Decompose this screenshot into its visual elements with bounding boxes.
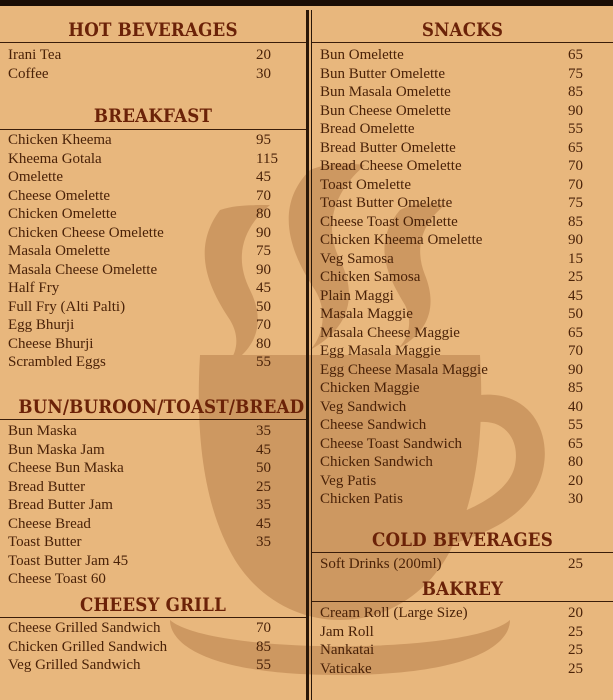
menu-item-name: Bun Butter Omelette: [320, 65, 445, 82]
menu-item-price: 90: [256, 261, 271, 278]
menu-item-price: 45: [256, 515, 271, 532]
menu-item-price: 90: [568, 102, 583, 119]
menu-item-name: Cream Roll (Large Size): [320, 605, 468, 621]
menu-item: [320, 604, 613, 623]
menu-item-name: Bread Butter: [8, 478, 86, 495]
menu-item: [320, 398, 613, 417]
menu-item-price: 35: [256, 497, 271, 513]
menu-item-name: Toast Butter: [8, 534, 82, 550]
menu-item: [8, 316, 306, 335]
section-heading: SNACKS: [421, 19, 504, 41]
menu-item-name: Veg Samosa: [320, 250, 394, 267]
menu-item-name: Masala Omelette: [8, 243, 111, 259]
menu-item-name: Cheese Bread: [8, 515, 91, 532]
section-heading: COLD BEVERAGES: [372, 529, 553, 551]
menu-item-name: Half Fry: [8, 280, 60, 296]
section-rule: [312, 552, 613, 553]
menu-item-name: Vaticake: [320, 660, 372, 677]
section-rule: [312, 42, 613, 43]
menu-item-price: 45: [256, 441, 271, 458]
menu-item-price: 80: [256, 206, 271, 222]
column-divider: [306, 10, 309, 700]
menu-item: [320, 416, 613, 435]
menu-item-name: Toast Butter Omelette: [320, 195, 453, 211]
menu-item-price: 75: [568, 195, 583, 211]
menu-item-name: Masala Maggie: [320, 306, 413, 322]
menu-item-name: Full Fry (Alti Palti): [8, 298, 126, 315]
menu-item: [320, 361, 613, 380]
menu-item: [8, 570, 306, 589]
menu-item-name: Chicken Sandwich: [320, 454, 433, 470]
menu-item: [8, 459, 306, 478]
section-rule: [0, 42, 306, 43]
menu-item-name: Plain Maggi: [320, 287, 394, 304]
menu-item-price: 85: [568, 213, 583, 230]
menu-item-name: Toast Butter Jam 45: [8, 552, 129, 569]
menu-item-price: 65: [568, 139, 583, 156]
menu-item-price: 65: [568, 435, 583, 452]
menu-item-price: 25: [568, 269, 583, 285]
menu-item: [8, 131, 306, 150]
menu-item: [320, 453, 613, 472]
menu-item-name: Cheese Toast 60: [8, 571, 106, 587]
menu-item-price: 35: [256, 534, 271, 550]
menu-item-name: Soft Drinks (200ml): [320, 556, 442, 572]
menu-item: [8, 150, 306, 169]
menu-item-name: Coffee: [8, 65, 49, 82]
menu-item: [8, 638, 306, 657]
menu-item-name: Chicken Kheema Omelette: [320, 232, 483, 248]
menu-item-price: 90: [256, 224, 271, 241]
menu-item-name: Cheese Toast Omelette: [320, 213, 458, 230]
menu-item-price: 70: [256, 620, 271, 636]
menu-item-price: 20: [256, 47, 271, 63]
menu-item-name: Jam Roll: [320, 623, 374, 640]
menu-item-price: 70: [256, 317, 271, 333]
menu-item-name: Cheese Sandwich: [320, 417, 427, 433]
menu-item: [8, 261, 306, 280]
menu-item-name: Bun Cheese Omelette: [320, 102, 451, 119]
menu-item-price: 25: [568, 642, 583, 658]
menu-item-name: Bun Masala Omelette: [320, 84, 451, 100]
menu-item-name: Bun Maska: [8, 423, 77, 439]
menu-item-name: Egg Cheese Masala Maggie: [320, 361, 488, 378]
menu-item-price: 55: [568, 417, 583, 433]
menu-item: [320, 268, 613, 287]
menu-item-price: 55: [256, 354, 271, 370]
menu-item-name: Omelette: [8, 169, 63, 185]
menu-item: [320, 379, 613, 398]
menu-item: [320, 194, 613, 213]
menu-item: [8, 205, 306, 224]
menu-item-name: Chicken Patis: [320, 491, 403, 507]
menu-item: [320, 157, 613, 176]
menu-item-name: Bun Maska Jam: [8, 441, 105, 458]
menu-item-price: 70: [568, 158, 583, 174]
section-heading: BREAKFAST: [93, 105, 213, 127]
menu-item: [320, 46, 613, 65]
menu-item: [320, 176, 613, 195]
menu-item: [320, 324, 613, 343]
menu-item: [8, 478, 306, 497]
menu-item-price: 40: [568, 398, 583, 415]
menu-item-price: 55: [568, 121, 583, 137]
menu-item-price: 25: [568, 660, 583, 677]
menu-item: [8, 422, 306, 441]
menu-item: [320, 139, 613, 158]
menu-item-name: Scrambled Eggs: [8, 354, 106, 370]
menu-item-name: Chicken Kheema: [8, 132, 112, 148]
menu-item: [320, 342, 613, 361]
menu-item-price: 35: [256, 423, 271, 439]
menu-item: [8, 224, 306, 243]
menu-item: [8, 279, 306, 298]
menu-item: [8, 496, 306, 515]
menu-item: [320, 120, 613, 139]
menu-item-price: 50: [256, 298, 271, 315]
menu-item-price: 50: [568, 306, 583, 322]
section-heading: BUN/BUROON/TOAST/BREAD: [18, 396, 305, 418]
menu-item-price: 30: [568, 491, 583, 507]
menu-item-name: Cheese Grilled Sandwich: [8, 620, 161, 636]
menu-item-name: Chicken Samosa: [320, 269, 421, 285]
section-heading: CHEESY GRILL: [79, 594, 227, 616]
menu-item: [320, 83, 613, 102]
menu-item: [8, 298, 306, 317]
menu-item-price: 75: [256, 243, 271, 259]
menu-item: [8, 533, 306, 552]
menu-item: [320, 231, 613, 250]
menu-item: [8, 619, 306, 638]
menu-item-price: 25: [568, 623, 583, 640]
menu-item-name: Cheese Bhurji: [8, 335, 94, 352]
menu-item: [320, 250, 613, 269]
menu-item-price: 70: [568, 343, 583, 359]
menu-item-name: Chicken Omelette: [8, 206, 117, 222]
menu-item-name: Cheese Bun Maska: [8, 460, 124, 476]
menu-item-name: Veg Grilled Sandwich: [8, 657, 141, 673]
menu-item: [8, 656, 306, 675]
menu-item-price: 85: [256, 638, 271, 655]
section-rule: [0, 419, 306, 420]
menu-item-name: Egg Masala Maggie: [320, 343, 441, 359]
menu-item-price: 20: [568, 605, 583, 621]
menu-item-name: Masala Cheese Omelette: [8, 261, 158, 278]
menu-item-price: 45: [256, 169, 271, 185]
section-rule: [0, 129, 306, 130]
menu-item: [320, 641, 613, 660]
column-divider-thin: [311, 10, 312, 700]
menu-item-price: 50: [256, 460, 271, 476]
menu-item-price: 90: [568, 232, 583, 248]
menu-item-price: 115: [256, 150, 278, 167]
menu-item-price: 85: [568, 84, 583, 100]
menu-item-price: 25: [256, 478, 271, 495]
menu-item: [320, 435, 613, 454]
menu-item: [8, 46, 306, 65]
menu-item: [320, 555, 613, 574]
menu-item-name: Bread Butter Jam: [8, 497, 113, 513]
menu-item-price: 70: [256, 187, 271, 204]
menu-item: [320, 287, 613, 306]
menu-item-name: Masala Cheese Maggie: [320, 324, 460, 341]
menu-item: [320, 305, 613, 324]
menu-item-name: Veg Sandwich: [320, 398, 407, 415]
menu-item-price: 80: [568, 454, 583, 470]
menu-item-price: 65: [568, 324, 583, 341]
menu-item: [8, 552, 306, 571]
menu-item-price: 30: [256, 65, 271, 82]
menu-item-price: 20: [568, 472, 583, 489]
menu-item-name: Egg Bhurji: [8, 317, 75, 333]
menu-item-name: Irani Tea: [8, 47, 62, 63]
menu-item-price: 85: [568, 380, 583, 396]
menu-item: [320, 623, 613, 642]
menu-item-name: Chicken Grilled Sandwich: [8, 638, 168, 655]
menu-item-name: Chicken Maggie: [320, 380, 420, 396]
menu-item-name: Cheese Toast Sandwich: [320, 435, 462, 452]
menu-item: [8, 242, 306, 261]
menu-item-price: 80: [256, 335, 271, 352]
menu-item: [320, 490, 613, 509]
section-heading: HOT BEVERAGES: [68, 19, 238, 41]
menu-item-price: 70: [568, 176, 583, 193]
menu-item-price: 55: [256, 657, 271, 673]
menu-item-price: 45: [568, 287, 583, 304]
menu-item-name: Veg Patis: [320, 472, 377, 489]
menu-item: [320, 213, 613, 232]
menu-item: [8, 441, 306, 460]
menu-item-price: 45: [256, 280, 271, 296]
menu-item-name: Bread Butter Omelette: [320, 139, 456, 156]
menu-item: [8, 515, 306, 534]
menu-item-name: Chicken Cheese Omelette: [8, 224, 164, 241]
menu-item-price: 65: [568, 47, 583, 63]
menu-item: [8, 353, 306, 372]
menu-item-name: Bread Cheese Omelette: [320, 158, 462, 174]
menu-item: [8, 335, 306, 354]
section-rule: [312, 601, 613, 602]
menu-item: [320, 102, 613, 121]
menu-item-name: Bread Omelette: [320, 121, 415, 137]
menu-item-name: Cheese Omelette: [8, 187, 111, 204]
section-rule: [0, 617, 306, 618]
top-border: [0, 0, 613, 6]
menu-item-price: 90: [568, 361, 583, 378]
menu-item: [320, 472, 613, 491]
menu-item: [8, 168, 306, 187]
menu-item: [320, 660, 613, 679]
menu-item-name: Kheema Gotala: [8, 150, 102, 167]
menu-item-name: Nankatai: [320, 642, 375, 658]
menu-item-price: 75: [568, 65, 583, 82]
menu-item-price: 95: [256, 132, 271, 148]
menu-item: [8, 65, 306, 84]
section-heading: BAKREY: [421, 578, 504, 600]
menu-item: [320, 65, 613, 84]
menu-item: [8, 187, 306, 206]
menu-item-name: Toast Omelette: [320, 176, 412, 193]
menu-item-price: 25: [568, 556, 583, 572]
menu-item-name: Bun Omelette: [320, 47, 404, 63]
menu-item-price: 15: [568, 250, 583, 267]
